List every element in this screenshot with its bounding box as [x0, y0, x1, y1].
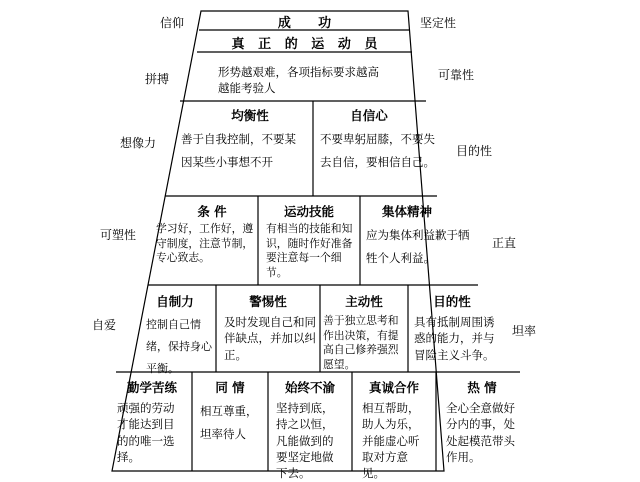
- side-label-purposefulness: 目的性: [456, 144, 493, 158]
- perseverance-title: 始终不渝: [284, 380, 335, 395]
- sympathy-title: 同 情: [215, 380, 245, 395]
- side-label-integrity: 正直: [492, 236, 517, 250]
- diligence-text: 顽强的劳动才能达到目的的唯一选择。: [117, 401, 175, 464]
- sport-skill-text: 有相当的技能和知识，随时作好准备要注意每一个细节。: [266, 222, 353, 280]
- side-label-frankness: 坦率: [512, 324, 537, 338]
- purpose-title: 目的性: [433, 294, 471, 309]
- side-label-faith: 信仰: [160, 16, 185, 30]
- side-label-plasticity: 可塑性: [100, 228, 137, 242]
- diligence-title: 勤学苦练: [126, 380, 177, 395]
- enthusiasm-text: 全心全意做好分内的事，处处起模范带头作用。: [446, 401, 515, 464]
- self-control-text: 控制自己情绪，保持身心平衡。: [146, 318, 212, 375]
- sport-skill-title: 运动技能: [283, 204, 334, 219]
- purpose-text: 具有抵制周围诱惑的能力，并与冒险主义斗争。: [414, 315, 495, 362]
- conditions-title: 条 件: [197, 204, 227, 219]
- perseverance-text: 坚持到底，持之以恒，凡能做到的要坚定地做下去。: [276, 401, 334, 481]
- balance-title: 均衡性: [231, 108, 269, 123]
- side-label-reliability: 可靠性: [438, 68, 475, 82]
- vigilance-text: 及时发现自己和同伴缺点，并加以纠正。: [224, 315, 316, 362]
- enthusiasm-title: 热 情: [467, 380, 497, 395]
- team-spirit-text: 应为集体利益歉于牺牲个人利益。: [366, 228, 470, 265]
- balance-text: 善于自我控制，不要某因某些小事想不开: [181, 132, 296, 169]
- team-spirit-title: 集体精神: [381, 204, 432, 219]
- side-label-imagination: 想像力: [120, 136, 157, 150]
- confidence-text: 不要卑躬屈膝，不要失去自信，要相信自己。: [320, 132, 435, 169]
- conditions-text: 学习好，工作好，遵守制度，注意节制，专心致志。: [156, 222, 254, 265]
- initiative-text: 善于独立思考和作出决策，有提高自己修养强烈愿望。: [323, 314, 399, 372]
- confidence-title: 自信心: [350, 108, 388, 123]
- pyramid-top-title: 成 功: [277, 16, 332, 31]
- initiative-title: 主动性: [345, 294, 383, 309]
- side-label-struggle: 拼搏: [145, 72, 170, 86]
- sympathy-text: 相互尊重，坦率待人: [200, 404, 258, 441]
- cooperation-title: 真诚合作: [368, 380, 419, 395]
- side-label-firmness: 坚定性: [420, 16, 457, 30]
- challenge-text: 形势越艰难，各项指标要求越高越能考验人: [218, 65, 379, 96]
- pyramid-subtitle: 真 正 的 运 动 员: [231, 37, 378, 52]
- cooperation-text: 相互帮助，助人为乐，并能虚心听取对方意见。: [362, 401, 420, 481]
- side-label-self-love: 自爱: [92, 318, 117, 332]
- vigilance-title: 警惕性: [249, 294, 287, 309]
- self-control-title: 自制力: [156, 294, 194, 309]
